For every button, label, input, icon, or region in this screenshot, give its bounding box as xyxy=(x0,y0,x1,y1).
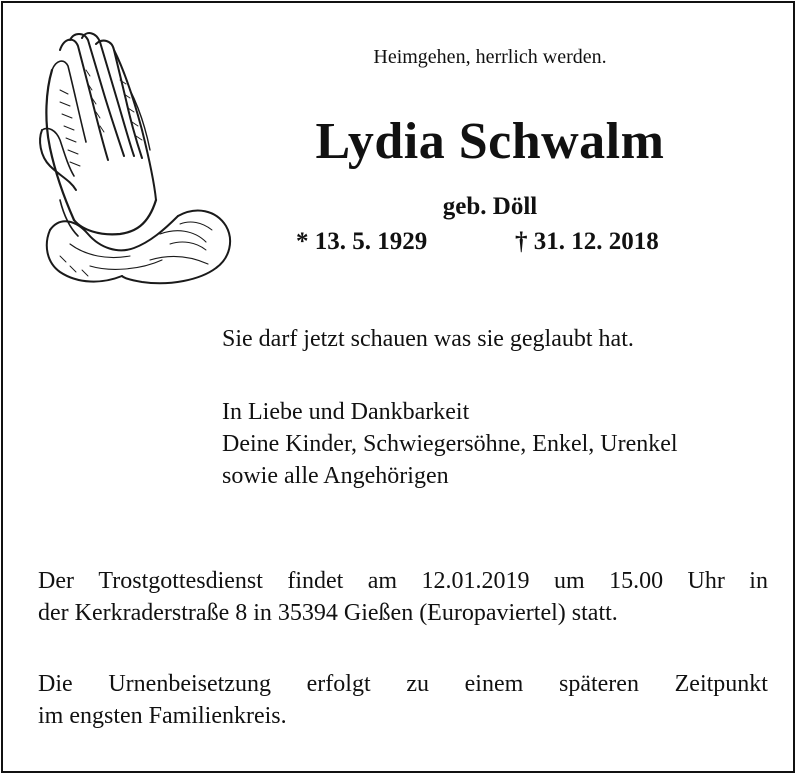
word: in xyxy=(749,568,768,594)
service-paragraph xyxy=(38,565,768,629)
word: Der xyxy=(38,568,74,594)
word: Trostgottesdienst xyxy=(98,568,263,594)
praying-hands-icon xyxy=(30,30,245,302)
quote-text: Sie darf jetzt schauen was sie geglaubt hat. xyxy=(222,326,634,352)
life-dates xyxy=(296,228,696,260)
word: einem xyxy=(464,671,524,697)
burial-line-2: im engsten Familienkreis. xyxy=(38,703,287,729)
birth-date: * 13. 5. 1929 xyxy=(296,228,428,255)
word: Zeitpunkt xyxy=(674,671,768,697)
word: zu xyxy=(406,671,429,697)
deceased-name: Lydia Schwalm xyxy=(315,113,665,170)
word: um xyxy=(553,568,585,594)
family-signature xyxy=(222,396,678,492)
maiden-name: geb. Döll xyxy=(442,193,538,220)
word: späteren xyxy=(558,671,639,697)
service-line-1 xyxy=(38,565,768,597)
burial-paragraph xyxy=(38,668,768,732)
family-line: sowie alle Angehörigen xyxy=(222,463,449,489)
word: Die xyxy=(38,671,73,697)
burial-line-1 xyxy=(38,668,768,700)
word: 12.01.2019 xyxy=(421,568,530,594)
word: findet xyxy=(287,568,344,594)
death-date: † 31. 12. 2018 xyxy=(515,228,659,255)
family-line: In Liebe und Dankbarkeit xyxy=(222,399,470,425)
motto-text: Heimgehen, herrlich werden. xyxy=(373,46,607,68)
word: 15.00 xyxy=(609,568,664,594)
word: erfolgt xyxy=(306,671,371,697)
service-line-2: der Kerkraderstraße 8 in 35394 Gießen (Europaviertel) statt. xyxy=(38,600,618,626)
word: am xyxy=(367,568,398,594)
word: Urnenbeisetzung xyxy=(108,671,271,697)
family-line: Deine Kinder, Schwiegersöhne, Enkel, Urenkel xyxy=(222,431,678,457)
word: Uhr xyxy=(687,568,725,594)
